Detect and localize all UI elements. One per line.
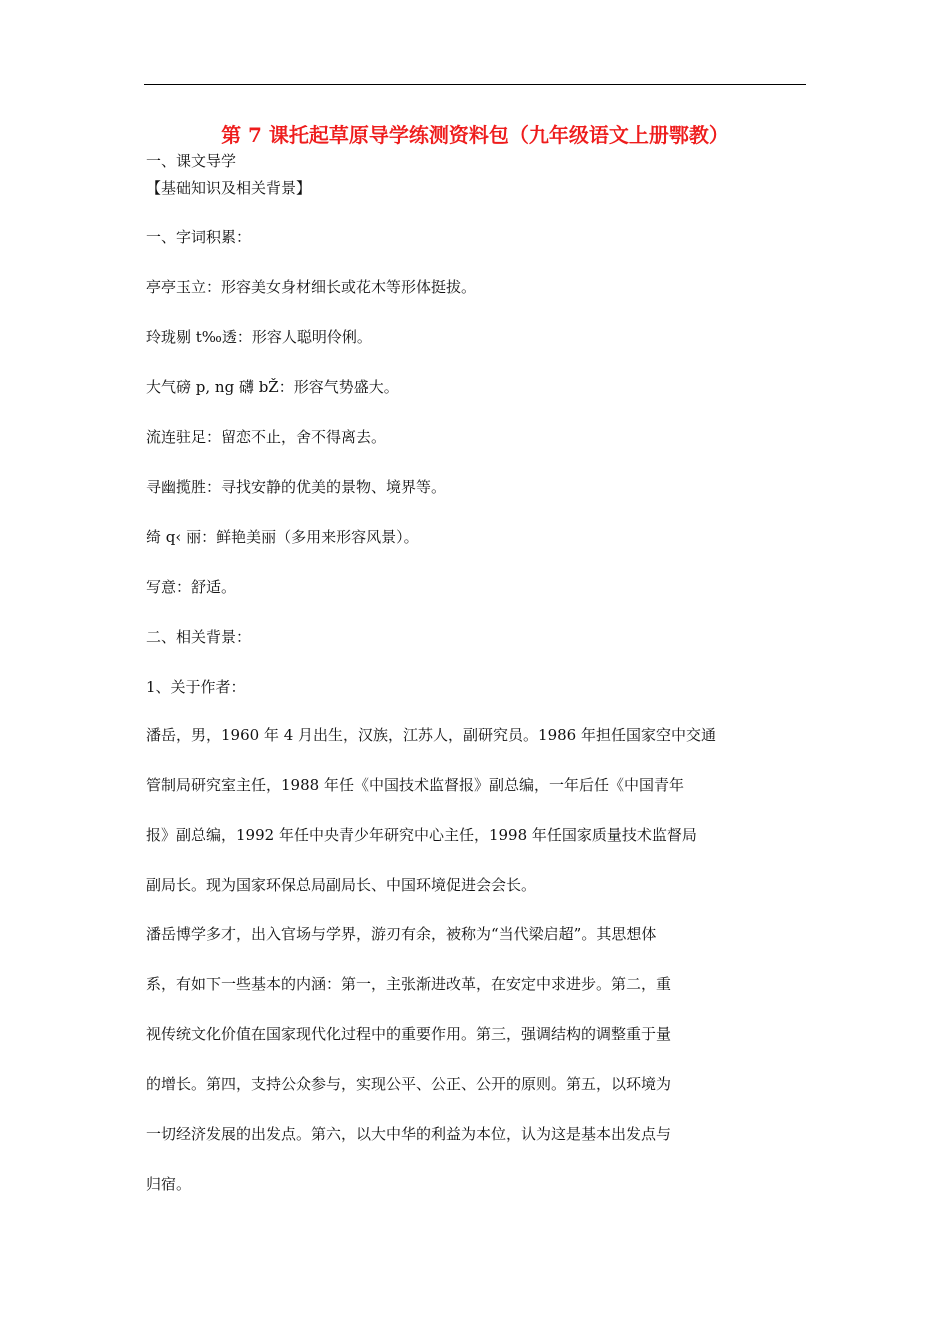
header-rule xyxy=(144,84,806,85)
section-heading: 一、课文导学 xyxy=(146,152,237,170)
vocab-item: 大气磅 p, ng 礴 bŽ：形容气势盛大。 xyxy=(146,378,399,396)
vocab-item: 绮 q‹ 丽：鲜艳美丽（多用来形容风景）。 xyxy=(146,528,419,546)
paragraph-line: 管制局研究室主任，1988 年任《中国技术监督报》副总编，一年后任《中国青年 xyxy=(146,776,684,794)
paragraph-line: 潘岳，男，1960 年 4 月出生，汉族，江苏人，副研究员。1986 年担任国家空中交通 xyxy=(146,726,716,744)
document-title: 第 7 课托起草原导学练测资料包（九年级语文上册鄂教） xyxy=(221,123,729,147)
vocab-item: 寻幽揽胜：寻找安静的优美的景物、境界等。 xyxy=(146,478,447,496)
vocab-item: 写意：舒适。 xyxy=(146,578,237,596)
paragraph-line: 的增长。第四，支持公众参与，实现公平、公正、公开的原则。第五，以环境为 xyxy=(146,1075,672,1093)
vocab-heading: 一、字词积累： xyxy=(146,228,252,246)
paragraph-line: 副局长。现为国家环保总局副局长、中国环境促进会会长。 xyxy=(146,876,537,894)
vocab-item: 玲珑剔 t‰透：形容人聪明伶俐。 xyxy=(146,328,372,346)
background-heading: 二、相关背景： xyxy=(146,628,252,646)
paragraph-line: 一切经济发展的出发点。第六，以大中华的利益为本位，认为这是基本出发点与 xyxy=(146,1125,672,1143)
subheading: 【基础知识及相关背景】 xyxy=(146,179,312,197)
paragraph-line: 系，有如下一些基本的内涵：第一，主张渐进改革，在安定中求进步。第二，重 xyxy=(146,975,672,993)
vocab-item: 亭亭玉立：形容美女身材细长或花木等形体挺拔。 xyxy=(146,278,477,296)
paragraph-line: 潘岳博学多才，出入官场与学界，游刃有余，被称为“当代梁启超”。其思想体 xyxy=(146,925,657,943)
paragraph-line: 归宿。 xyxy=(146,1175,192,1193)
author-heading: 1、关于作者： xyxy=(146,678,246,696)
paragraph-line: 视传统文化价值在国家现代化过程中的重要作用。第三，强调结构的调整重于量 xyxy=(146,1025,672,1043)
paragraph-line: 报》副总编，1992 年任中央青少年研究中心主任，1998 年任国家质量技术监督局 xyxy=(146,826,697,844)
vocab-item: 流连驻足：留恋不止，舍不得离去。 xyxy=(146,428,387,446)
